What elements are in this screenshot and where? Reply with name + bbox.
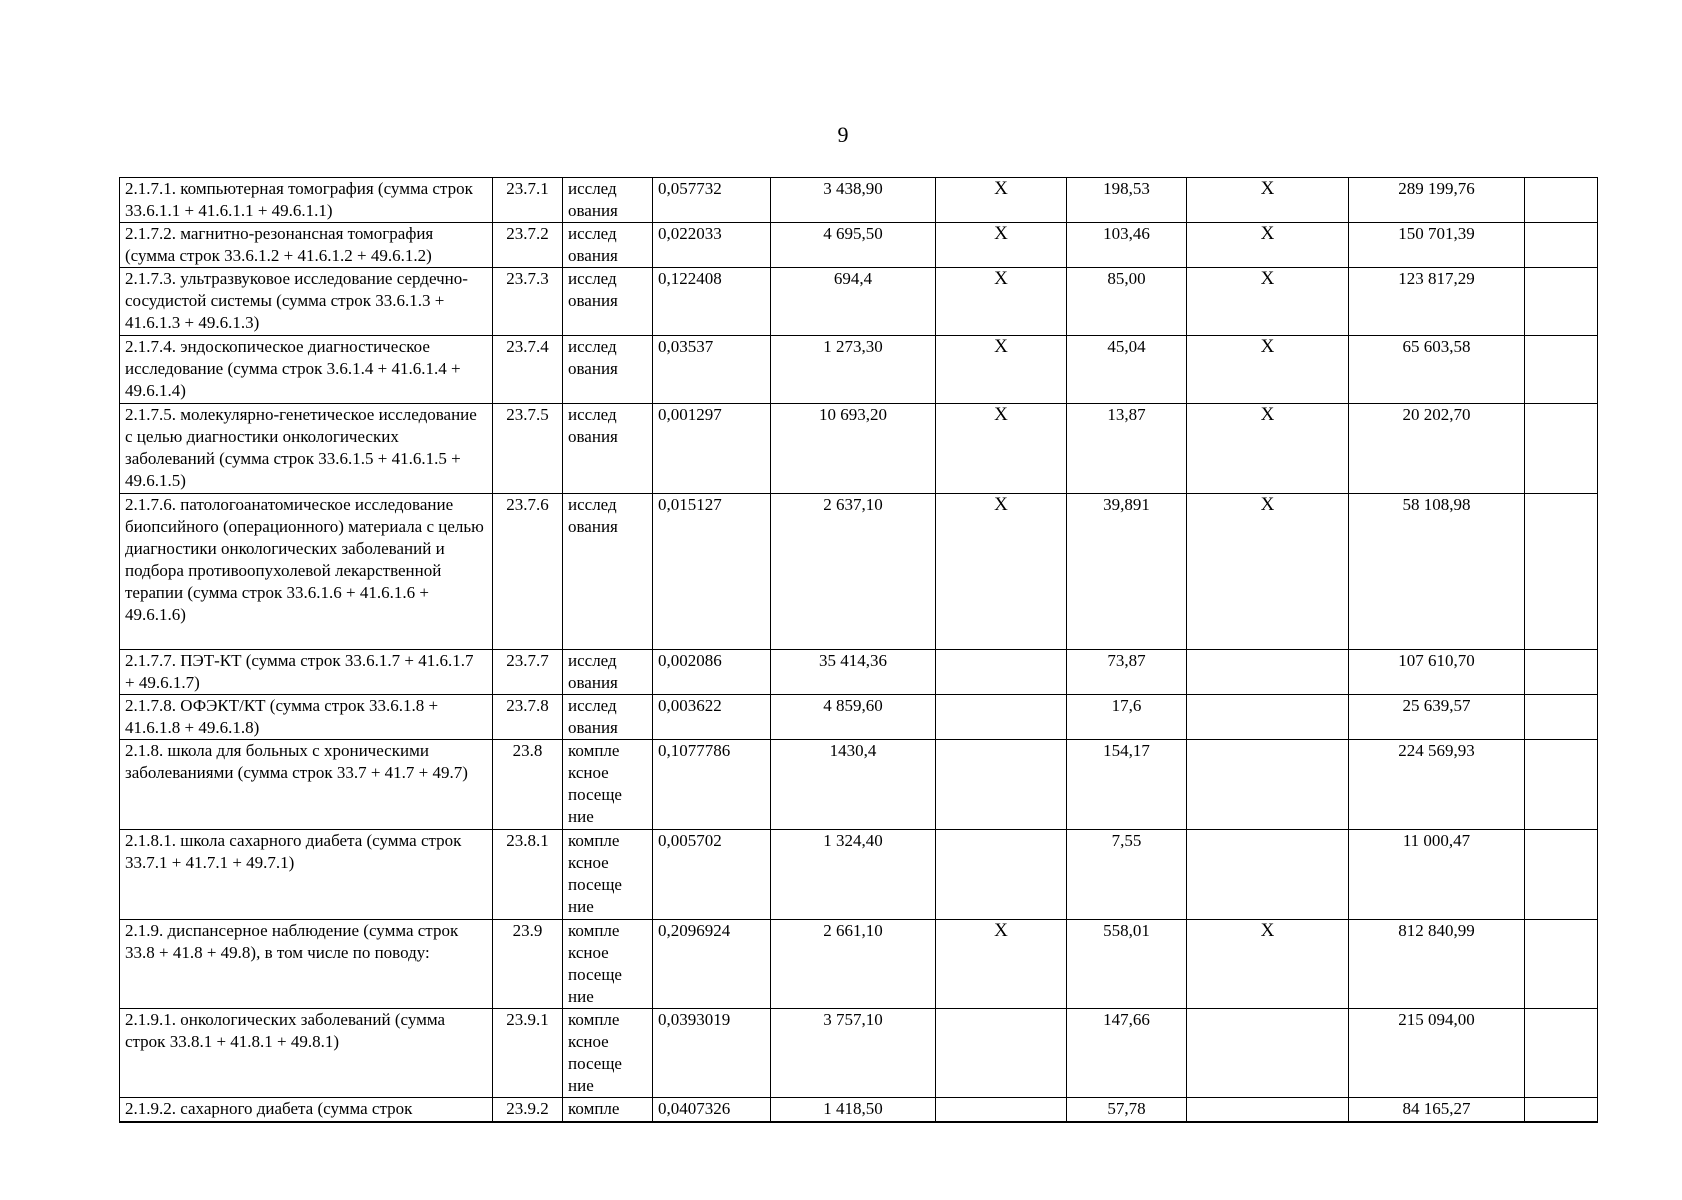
row-cost: 4 859,60	[771, 695, 936, 740]
row-cost: 2 661,10	[771, 920, 936, 1009]
row-norm: 0,057732	[653, 178, 771, 223]
row-value: 13,87	[1067, 404, 1187, 494]
row-total: 150 701,39	[1349, 223, 1525, 268]
table-row	[120, 178, 1598, 223]
row-unit: исслед ования	[563, 268, 653, 336]
row-x-mark	[1187, 650, 1349, 695]
row-x-mark	[936, 1098, 1067, 1122]
row-name: 2.1.7.3. ультразвуковое исследование сердечно-сосудистой системы (сумма строк 33.6.1.3 + 41.6.1.3 + 49.6.1.3)	[120, 268, 493, 336]
row-value: 103,46	[1067, 223, 1187, 268]
row-unit: исслед ования	[563, 336, 653, 404]
table-row	[120, 1098, 1598, 1122]
row-value: 57,78	[1067, 1098, 1187, 1122]
row-cost: 3 757,10	[771, 1009, 936, 1098]
row-norm: 0,03537	[653, 336, 771, 404]
row-x-mark: Х	[1187, 920, 1349, 1009]
row-norm: 0,005702	[653, 830, 771, 920]
row-x-mark: Х	[936, 336, 1067, 404]
row-value: 39,891	[1067, 494, 1187, 650]
row-value: 17,6	[1067, 695, 1187, 740]
row-name: 2.1.9.1. онкологических заболеваний (сумма строк 33.8.1 + 41.8.1 + 49.8.1)	[120, 1009, 493, 1098]
table-row	[120, 830, 1598, 920]
table-row	[120, 650, 1598, 695]
row-total: 107 610,70	[1349, 650, 1525, 695]
row-x-mark: Х	[1187, 404, 1349, 494]
row-x-mark: Х	[936, 494, 1067, 650]
table-row	[120, 494, 1598, 650]
row-x-mark: Х	[1187, 268, 1349, 336]
row-extra	[1525, 336, 1598, 404]
row-unit: компле	[563, 1098, 653, 1122]
row-norm: 0,122408	[653, 268, 771, 336]
row-code: 23.7.2	[493, 223, 563, 268]
row-x-mark	[1187, 1009, 1349, 1098]
row-total: 65 603,58	[1349, 336, 1525, 404]
row-extra	[1525, 695, 1598, 740]
row-norm: 0,0393019	[653, 1009, 771, 1098]
row-norm: 0,0407326	[653, 1098, 771, 1122]
row-x-mark	[1187, 1098, 1349, 1122]
row-total: 20 202,70	[1349, 404, 1525, 494]
row-code: 23.8.1	[493, 830, 563, 920]
row-name: 2.1.9. диспансерное наблюдение (сумма строк 33.8 + 41.8 + 49.8), в том числе по поводу:	[120, 920, 493, 1009]
row-name: 2.1.7.2. магнитно-резонансная томография (сумма строк 33.6.1.2 + 41.6.1.2 + 49.6.1.2)	[120, 223, 493, 268]
row-extra	[1525, 920, 1598, 1009]
row-name: 2.1.9.2. сахарного диабета (сумма строк	[120, 1098, 493, 1122]
row-code: 23.7.5	[493, 404, 563, 494]
row-unit: исслед ования	[563, 404, 653, 494]
row-x-mark	[1187, 695, 1349, 740]
row-name: 2.1.7.8. ОФЭКТ/КТ (сумма строк 33.6.1.8 + 41.6.1.8 + 49.6.1.8)	[120, 695, 493, 740]
table-row	[120, 740, 1598, 830]
row-norm: 0,001297	[653, 404, 771, 494]
row-norm: 0,003622	[653, 695, 771, 740]
row-x-mark	[936, 1009, 1067, 1098]
row-extra	[1525, 650, 1598, 695]
row-value: 73,87	[1067, 650, 1187, 695]
row-total: 224 569,93	[1349, 740, 1525, 830]
row-x-mark: Х	[936, 178, 1067, 223]
row-cost: 694,4	[771, 268, 936, 336]
row-value: 147,66	[1067, 1009, 1187, 1098]
row-x-mark: Х	[1187, 336, 1349, 404]
row-extra	[1525, 740, 1598, 830]
row-x-mark: Х	[936, 920, 1067, 1009]
row-total: 58 108,98	[1349, 494, 1525, 650]
row-total: 11 000,47	[1349, 830, 1525, 920]
row-value: 85,00	[1067, 268, 1187, 336]
row-code: 23.9.2	[493, 1098, 563, 1122]
row-x-mark	[936, 650, 1067, 695]
row-code: 23.9	[493, 920, 563, 1009]
row-unit: компле ксное посеще ние	[563, 740, 653, 830]
row-unit: исслед ования	[563, 695, 653, 740]
row-norm: 0,2096924	[653, 920, 771, 1009]
row-code: 23.7.3	[493, 268, 563, 336]
row-norm: 0,002086	[653, 650, 771, 695]
row-cost: 1 418,50	[771, 1098, 936, 1122]
row-x-mark	[1187, 740, 1349, 830]
row-code: 23.7.4	[493, 336, 563, 404]
row-total: 289 199,76	[1349, 178, 1525, 223]
row-extra	[1525, 830, 1598, 920]
table-row	[120, 404, 1598, 494]
row-code: 23.7.1	[493, 178, 563, 223]
row-name: 2.1.7.4. эндоскопическое диагностическое исследование (сумма строк 3.6.1.4 + 41.6.1.4 + 49.6.1.4)	[120, 336, 493, 404]
row-code: 23.7.8	[493, 695, 563, 740]
row-unit: компле ксное посеще ние	[563, 1009, 653, 1098]
row-unit: компле ксное посеще ние	[563, 920, 653, 1009]
row-unit: исслед ования	[563, 223, 653, 268]
row-code: 23.7.7	[493, 650, 563, 695]
row-code: 23.9.1	[493, 1009, 563, 1098]
table-row	[120, 336, 1598, 404]
row-total: 84 165,27	[1349, 1098, 1525, 1122]
row-extra	[1525, 1098, 1598, 1122]
row-total: 812 840,99	[1349, 920, 1525, 1009]
row-name: 2.1.7.7. ПЭТ-КТ (сумма строк 33.6.1.7 + 41.6.1.7 + 49.6.1.7)	[120, 650, 493, 695]
row-extra	[1525, 268, 1598, 336]
table-row	[120, 1009, 1598, 1098]
row-code: 23.7.6	[493, 494, 563, 650]
row-cost: 1 324,40	[771, 830, 936, 920]
row-extra	[1525, 404, 1598, 494]
row-x-mark	[936, 695, 1067, 740]
row-name: 2.1.7.1. компьютерная томография (сумма строк 33.6.1.1 + 41.6.1.1 + 49.6.1.1)	[120, 178, 493, 223]
row-name: 2.1.8. школа для больных с хроническими заболеваниями (сумма строк 33.7 + 41.7 + 49.7)	[120, 740, 493, 830]
row-norm: 0,022033	[653, 223, 771, 268]
row-x-mark: Х	[936, 268, 1067, 336]
row-value: 154,17	[1067, 740, 1187, 830]
row-x-mark: Х	[1187, 178, 1349, 223]
row-cost: 35 414,36	[771, 650, 936, 695]
row-unit: компле ксное посеще ние	[563, 830, 653, 920]
table-row	[120, 268, 1598, 336]
row-code: 23.8	[493, 740, 563, 830]
row-cost: 2 637,10	[771, 494, 936, 650]
row-value: 558,01	[1067, 920, 1187, 1009]
row-x-mark: Х	[936, 223, 1067, 268]
row-extra	[1525, 494, 1598, 650]
row-total: 25 639,57	[1349, 695, 1525, 740]
row-total: 215 094,00	[1349, 1009, 1525, 1098]
row-value: 45,04	[1067, 336, 1187, 404]
row-value: 7,55	[1067, 830, 1187, 920]
row-name: 2.1.8.1. школа сахарного диабета (сумма строк 33.7.1 + 41.7.1 + 49.7.1)	[120, 830, 493, 920]
row-x-mark	[936, 740, 1067, 830]
row-cost: 3 438,90	[771, 178, 936, 223]
table-row	[120, 223, 1598, 268]
row-x-mark	[936, 830, 1067, 920]
row-unit: исслед ования	[563, 494, 653, 650]
row-total: 123 817,29	[1349, 268, 1525, 336]
row-value: 198,53	[1067, 178, 1187, 223]
row-extra	[1525, 178, 1598, 223]
row-cost: 10 693,20	[771, 404, 936, 494]
row-x-mark: Х	[1187, 223, 1349, 268]
row-norm: 0,1077786	[653, 740, 771, 830]
row-x-mark: Х	[936, 404, 1067, 494]
row-cost: 1 273,30	[771, 336, 936, 404]
tariff-table	[119, 177, 1598, 1123]
row-cost: 4 695,50	[771, 223, 936, 268]
row-cost: 1430,4	[771, 740, 936, 830]
row-name: 2.1.7.5. молекулярно-генетическое исследование с целью диагностики онкологических заболеваний (сумма строк 33.6.1.5 + 41.6.1.5 + 49.6.1.5)	[120, 404, 493, 494]
page-number: 9	[837, 122, 849, 147]
table-row	[120, 695, 1598, 740]
row-name: 2.1.7.6. патологоанатомическое исследование биопсийного (операционного) материала с целью диагностики онкологических заболеваний и подбора противоопухолевой лекарственной терапии (сумма строк 33.6.1.6 + 41.6.1.6 + 49.6.1.6)	[120, 494, 493, 650]
row-x-mark	[1187, 830, 1349, 920]
row-unit: исслед ования	[563, 650, 653, 695]
row-norm: 0,015127	[653, 494, 771, 650]
row-x-mark: Х	[1187, 494, 1349, 650]
row-extra	[1525, 223, 1598, 268]
row-extra	[1525, 1009, 1598, 1098]
row-unit: исслед ования	[563, 178, 653, 223]
table-row	[120, 920, 1598, 1009]
